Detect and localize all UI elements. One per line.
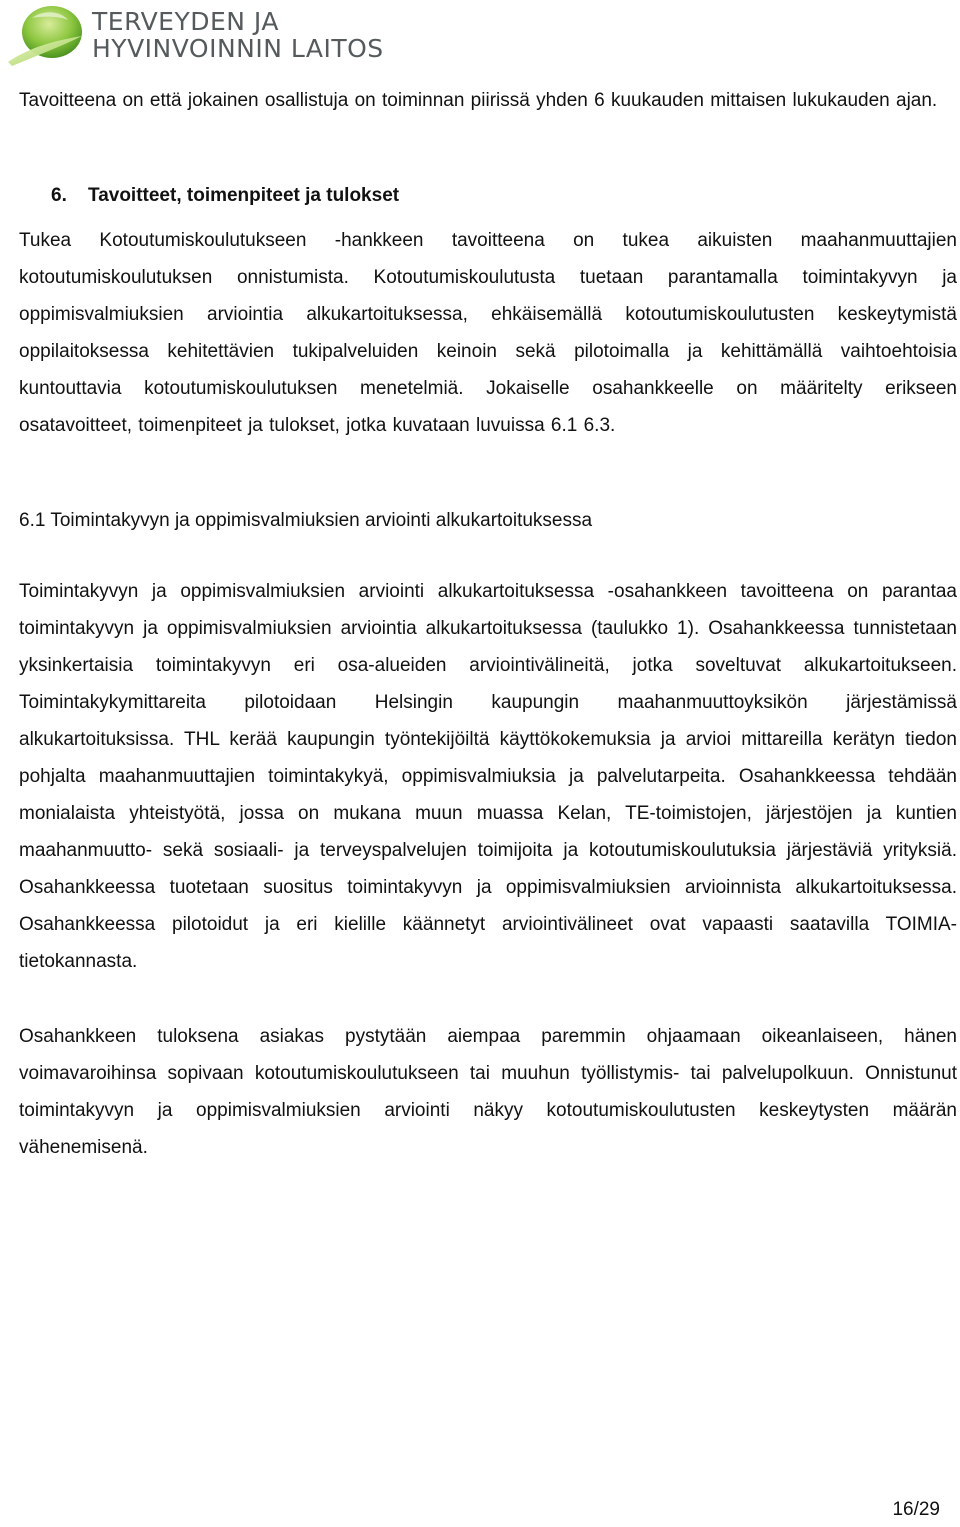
section-6-title: Tavoitteet, toimenpiteet ja tulokset <box>88 185 400 206</box>
thl-leaf-icon <box>2 2 86 68</box>
document-header <box>0 0 960 72</box>
page-number: 16/29 <box>892 1499 940 1520</box>
section-6-paragraph: Tukea Kotoutumiskoulutukseen -hankkeen tavoitteena on tukea aikuisten maahanmuuttajien kotoutumiskoulutuksen onnistumista. Kotoutumiskoulutusta tuetaan parantamalla toimintakyvyn ja oppimisvalmiuksien arviointia alkukartoituksessa, ehkäisemällä kotoutumiskoulutusten keskeytymistä oppilaitoksessa kehitettävien tukipalveluiden keinoin sekä pilotoimalla ja kehittämällä vaihtoehtoisia kuntouttavia kotoutumiskoulutuksen menetelmiä. Jokaiselle osahankkeelle on määritelty erikseen osatavoitteet, toimenpiteet ja tulokset, jotka kuvataan luvuissa 6.1 6.3. <box>19 230 957 436</box>
organization-name-line1: TERVEYDEN JA <box>92 7 279 36</box>
section-6-1-paragraph-2: Osahankkeen tuloksena asiakas pystytään aiempaa paremmin ohjaamaan oikeanlaiseen, hänen voimavaroihinsa sopivaan kotoutumiskoulutukseen tai muuhun työllistymis- tai palvelupolkuun. Onnistunut toimintakyvyn ja oppimisvalmiuksien arviointi näkyy kotoutumiskoulutusten keskeytysten määrän vähenemisenä. <box>19 1026 957 1158</box>
organization-name-line2: HYVINVOINNIN LAITOS <box>92 34 384 63</box>
section-6-number: 6. <box>51 185 67 206</box>
section-6-heading <box>19 177 957 214</box>
document-body <box>19 82 957 1166</box>
organization-name <box>92 8 384 62</box>
intro-paragraph: Tavoitteena on että jokainen osallistuja on toiminnan piirissä yhden 6 kuukauden mittaisen lukukauden ajan. <box>19 90 938 111</box>
section-6-1-paragraph-1: Toimintakyvyn ja oppimisvalmiuksien arviointi alkukartoituksessa -osahankkeen tavoitteena on parantaa toimintakyvyn ja oppimisvalmiuksien arviointia alkukartoituksessa (taulukko 1). Osahankkeessa tunnistetaan yksinkertaisia toimintakyvyn eri osa-alueiden arviointivälineitä, jotka soveltuvat alkukartoitukseen. Toimintakykymittareita pilotoidaan Helsingin kaupungin maahanmuuttoyksikön järjestämissä alkukartoituksissa. THL kerää kaupungin työntekijöiltä käyttökokemuksia ja arvioi mittareilla kerätyn tiedon pohjalta maahanmuuttajien toimintakykyä, oppimisvalmiuksia ja palvelutarpeita. Osahankkeessa tehdään monialaista yhteistyötä, jossa on mukana muun muassa Kelan, TE-toimistojen, järjestöjen ja kuntien maahanmuutto- sekä sosiaali- ja terveyspalvelujen toimijoita ja kotoutumiskoulutuksia järjestäviä yrityksiä. Osahankkeessa tuotetaan suositus toimintakyvyn ja oppimisvalmiuksien arvioinnista alkukartoituksessa. Osahankkeessa pilotoidut ja eri kielille käännetyt arviointivälineet ovat vapaasti saatavilla TOIMIA-tietokannasta. <box>19 581 957 972</box>
section-6-1-heading: 6.1 Toimintakyvyn ja oppimisvalmiuksien arviointi alkukartoituksessa <box>19 510 593 531</box>
